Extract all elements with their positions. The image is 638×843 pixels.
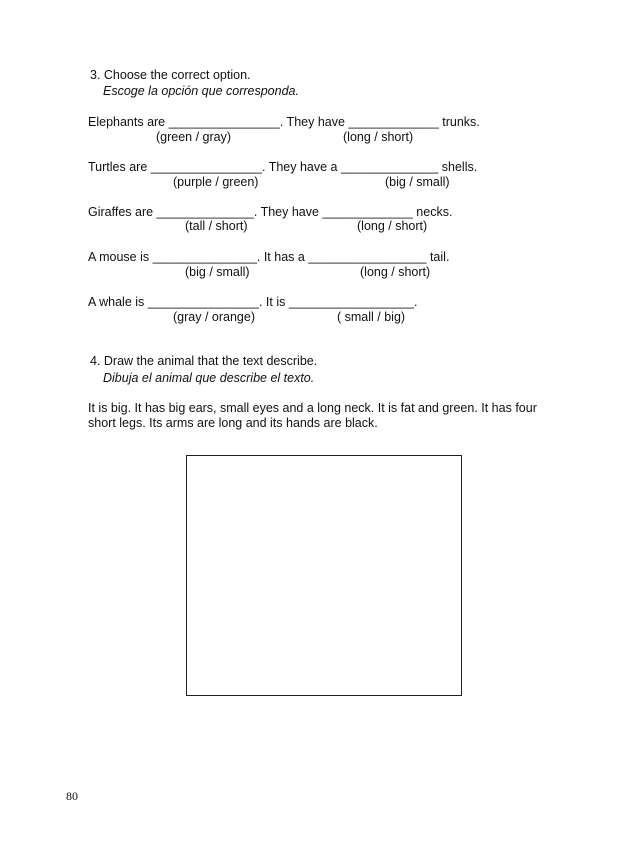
exercise-sentence-whale: A whale is ________________. It is __________________. <box>88 295 418 309</box>
section-4-subtitle: Dibuja el animal que describe el texto. <box>103 371 315 385</box>
exercise-options-turtles-2: (big / small) <box>385 175 450 189</box>
exercise-options-elephants-1: (green / gray) <box>156 130 232 144</box>
exercise-options-elephants-2: (long / short) <box>343 130 414 144</box>
description-line-1: It is big. It has big ears, small eyes and a long neck. It is fat and green. It has four <box>88 401 537 415</box>
section-3-title: 3. Choose the correct option. <box>90 68 251 82</box>
exercise-sentence-turtles: Turtles are ________________. They have a ______________ shells. <box>88 160 478 174</box>
exercise-options-mouse-1: (big / small) <box>185 265 250 279</box>
exercise-options-turtles-1: (purple / green) <box>173 175 259 189</box>
exercise-options-giraffes-1: (tall / short) <box>185 219 248 233</box>
exercise-options-whale-1: (gray / orange) <box>173 310 255 324</box>
page-number: 80 <box>66 789 78 803</box>
drawing-box[interactable] <box>186 455 462 696</box>
exercise-sentence-elephants: Elephants are ________________. They have _____________ trunks. <box>88 115 480 129</box>
exercise-options-mouse-2: (long / short) <box>360 265 431 279</box>
section-3-subtitle: Escoge la opción que corresponda. <box>103 84 299 98</box>
exercise-sentence-giraffes: Giraffes are ______________. They have _____________ necks. <box>88 205 453 219</box>
description-line-2: short legs. Its arms are long and its hands are black. <box>88 416 378 430</box>
exercise-options-giraffes-2: (long / short) <box>357 219 428 233</box>
exercise-sentence-mouse: A mouse is _______________. It has a _________________ tail. <box>88 250 450 264</box>
exercise-options-whale-2: ( small / big) <box>337 310 406 324</box>
section-4-title: 4. Draw the animal that the text describe. <box>90 354 318 368</box>
